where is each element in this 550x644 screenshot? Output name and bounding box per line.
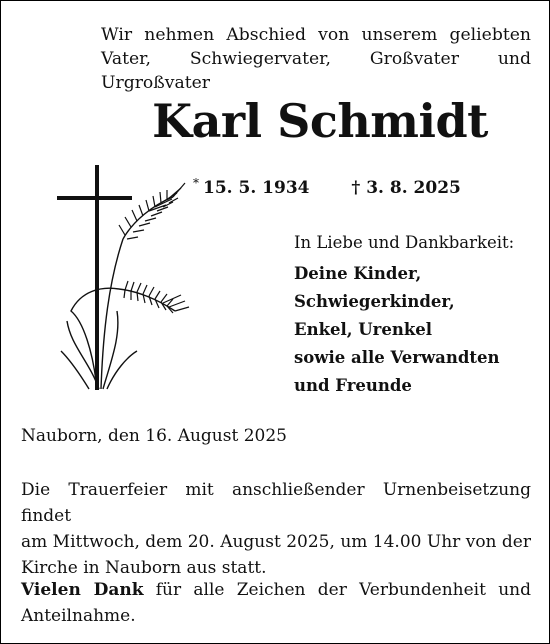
intro-line-2: Vater, Schwiegervater, Großvater und Urgroßvater [101, 49, 531, 93]
birth-date: 15. 5. 1934 [203, 178, 310, 198]
mourners-list [294, 260, 514, 400]
intro-text [101, 23, 531, 95]
life-dates [193, 176, 461, 198]
mourners-block [294, 229, 514, 400]
birth-date-group [193, 176, 309, 198]
thanks-text [21, 577, 531, 629]
thanks-rest-1: für alle Zeichen der Verbundenheit und [143, 580, 531, 600]
mourners-lead: In Liebe und Dankbarkeit: [294, 233, 515, 252]
ceremony-line-1: Die Trauerfeier mit anschließender Urnenbeisetzung findet [21, 480, 531, 526]
ceremony-line-3: Kirche in Nauborn aus statt. [21, 558, 267, 578]
mourner-line: Deine Kinder, [294, 264, 422, 283]
mourner-line: Schwiegerkinder, [294, 292, 455, 311]
birth-symbol: * [193, 176, 199, 190]
thanks-bold: Vielen Dank [21, 580, 144, 600]
death-symbol: † [351, 178, 361, 198]
ceremony-text [21, 477, 531, 581]
place-and-date: Nauborn, den 16. August 2025 [21, 426, 287, 446]
thanks-line-1 [21, 577, 531, 603]
death-date: 3. 8. 2025 [366, 178, 461, 198]
cross-icon [57, 165, 132, 390]
mourner-line: sowie alle Verwandten [294, 348, 500, 367]
cross-and-wheat-icon [41, 161, 191, 396]
mourner-line: und Freunde [294, 376, 412, 395]
ceremony-line-2: am Mittwoch, dem 20. August 2025, um 14.00 Uhr von der [21, 532, 531, 552]
mourner-line: Enkel, Urenkel [294, 320, 433, 339]
thanks-line-2: Anteilnahme. [21, 606, 136, 626]
intro-line-1: Wir nehmen Abschied von unserem geliebten [101, 25, 531, 45]
deceased-name: Karl Schmidt [152, 94, 488, 148]
wheat-ears-icon [61, 183, 189, 389]
death-date-group [351, 178, 460, 198]
